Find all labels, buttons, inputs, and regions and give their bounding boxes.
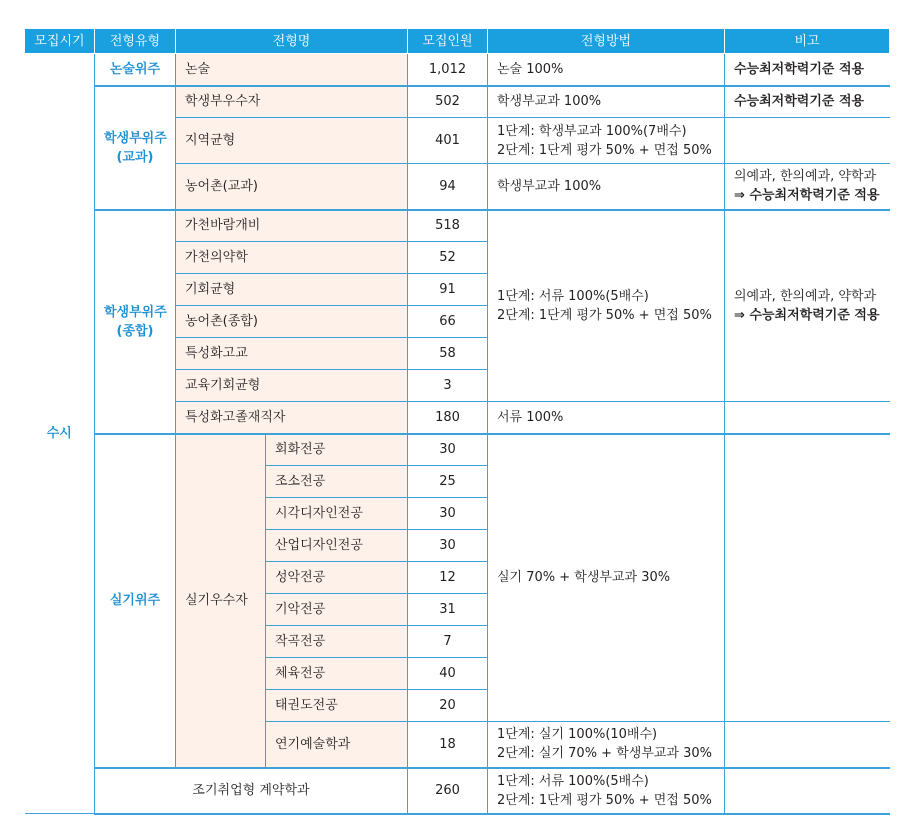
count-cell: 12 <box>408 562 488 594</box>
method-cell: 실기 70% + 학생부교과 30% <box>488 434 725 722</box>
type-line: 학생부위주 <box>104 304 167 320</box>
header-period: 모집시기 <box>25 29 95 54</box>
count-cell: 18 <box>408 722 488 768</box>
note-cell <box>725 768 890 814</box>
note-line: ⇒ 수능최저학력기준 적용 <box>734 307 880 323</box>
count-cell: 401 <box>408 118 488 164</box>
header-name: 전형명 <box>176 29 408 54</box>
method-line: 2단계: 1단계 평가 50% + 면접 50% <box>497 307 712 323</box>
type-line: (교과) <box>116 149 154 165</box>
name-cell: 농어촌(교과) <box>176 164 408 210</box>
major-cell: 연기예술학과 <box>266 722 408 768</box>
method-cell <box>488 722 725 768</box>
method-line: 2단계: 1단계 평가 50% + 면접 50% <box>497 142 712 158</box>
type-cell-nonsul: 논술위주 <box>95 54 176 86</box>
type-cell-silgi: 실기위주 <box>95 434 176 768</box>
name-cell: 특성화고졸재직자 <box>176 402 408 434</box>
method-cell: 논술 100% <box>488 54 725 86</box>
count-cell: 7 <box>408 626 488 658</box>
header-note: 비고 <box>725 29 890 54</box>
note-cell <box>725 402 890 434</box>
name-cell: 특성화고교 <box>176 338 408 370</box>
count-cell: 25 <box>408 466 488 498</box>
major-cell: 성악전공 <box>266 562 408 594</box>
name-cell: 지역균형 <box>176 118 408 164</box>
count-cell: 30 <box>408 434 488 466</box>
method-line: 2단계: 1단계 평가 50% + 면접 50% <box>497 792 712 808</box>
note-line: 의예과, 한의예과, 약학과 <box>734 288 877 304</box>
count-cell: 260 <box>408 768 488 814</box>
type-line: 학생부위주 <box>104 130 167 146</box>
name-cell: 학생부우수자 <box>176 86 408 118</box>
count-cell: 518 <box>408 210 488 242</box>
major-cell: 태권도전공 <box>266 690 408 722</box>
method-line: 2단계: 실기 70% + 학생부교과 30% <box>497 746 713 762</box>
major-cell: 체육전공 <box>266 658 408 690</box>
major-cell: 조소전공 <box>266 466 408 498</box>
note-cell: 수능최저학력기준 적용 <box>725 86 890 118</box>
count-cell: 30 <box>408 530 488 562</box>
table-row <box>25 768 890 814</box>
count-cell: 20 <box>408 690 488 722</box>
table-row <box>25 54 890 86</box>
count-cell: 91 <box>408 274 488 306</box>
major-cell: 회화전공 <box>266 434 408 466</box>
note-line: 의예과, 한의예과, 약학과 <box>734 169 877 185</box>
header-type: 전형유형 <box>95 29 176 54</box>
method-line: 1단계: 서류 100%(5배수) <box>497 773 649 789</box>
method-cell: 서류 100% <box>488 402 725 434</box>
note-cell <box>725 722 890 768</box>
header-row <box>25 29 890 54</box>
method-line: 1단계: 학생부교과 100%(7배수) <box>497 123 687 139</box>
note-cell <box>725 434 890 722</box>
method-cell <box>488 118 725 164</box>
count-cell: 3 <box>408 370 488 402</box>
major-cell: 작곡전공 <box>266 626 408 658</box>
period-cell: 수시 <box>25 54 95 814</box>
name-cell: 실기우수자 <box>176 434 266 768</box>
note-line: ⇒ 수능최저학력기준 적용 <box>734 188 880 204</box>
count-cell: 94 <box>408 164 488 210</box>
name-cell: 가천바람개비 <box>176 210 408 242</box>
count-cell: 58 <box>408 338 488 370</box>
name-cell: 조기취업형 계약학과 <box>95 768 408 814</box>
method-line: 1단계: 서류 100%(5배수) <box>497 288 649 304</box>
count-cell: 1,012 <box>408 54 488 86</box>
count-cell: 502 <box>408 86 488 118</box>
count-cell: 180 <box>408 402 488 434</box>
note-cell <box>725 164 890 210</box>
name-cell: 농어촌(종합) <box>176 306 408 338</box>
type-cell-jonghap <box>95 210 176 434</box>
note-cell <box>725 210 890 402</box>
major-cell: 산업디자인전공 <box>266 530 408 562</box>
header-method: 전형방법 <box>488 29 725 54</box>
name-cell: 교육기회균형 <box>176 370 408 402</box>
type-line: (종합) <box>116 323 154 339</box>
method-cell <box>488 768 725 814</box>
major-cell: 기악전공 <box>266 594 408 626</box>
header-count: 모집인원 <box>408 29 488 54</box>
type-cell-gyogwa <box>95 86 176 210</box>
count-cell: 40 <box>408 658 488 690</box>
count-cell: 31 <box>408 594 488 626</box>
name-cell: 논술 <box>176 54 408 86</box>
table-row <box>25 86 890 118</box>
method-cell <box>488 210 725 402</box>
note-cell: 수능최저학력기준 적용 <box>725 54 890 86</box>
method-line: 1단계: 실기 100%(10배수) <box>497 727 658 743</box>
table-row <box>25 434 890 466</box>
name-cell: 가천의약학 <box>176 242 408 274</box>
name-cell: 기회균형 <box>176 274 408 306</box>
note-cell <box>725 118 890 164</box>
method-cell: 학생부교과 100% <box>488 164 725 210</box>
count-cell: 52 <box>408 242 488 274</box>
admission-table <box>24 28 890 815</box>
major-cell: 시각디자인전공 <box>266 498 408 530</box>
count-cell: 30 <box>408 498 488 530</box>
method-cell: 학생부교과 100% <box>488 86 725 118</box>
table-row <box>25 210 890 242</box>
count-cell: 66 <box>408 306 488 338</box>
